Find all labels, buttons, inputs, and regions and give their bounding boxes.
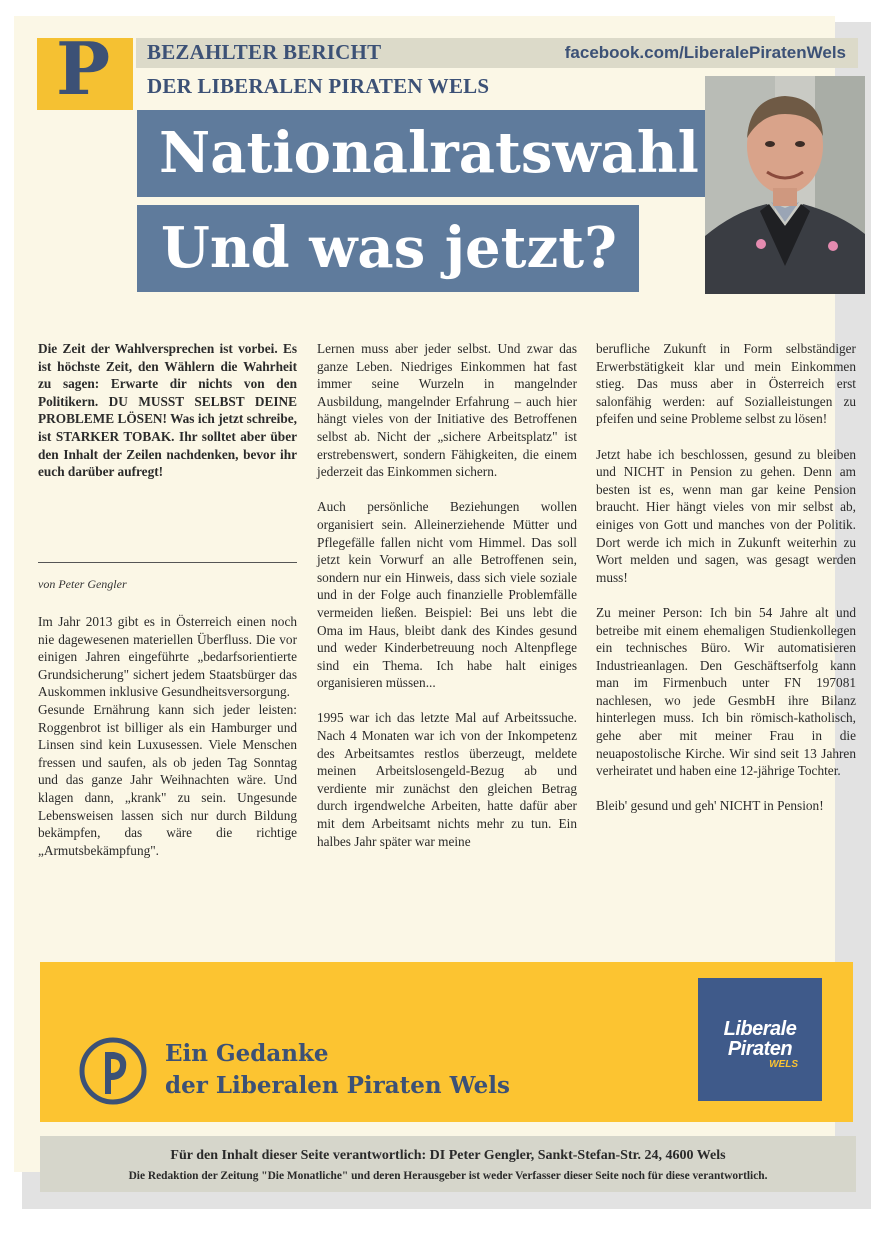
slogan-line1: Ein Gedanke xyxy=(165,1040,329,1067)
header-title-line2: DER LIBERALEN PIRATEN WELS xyxy=(147,74,490,98)
article-column-3 xyxy=(596,340,856,815)
logo-text-liberale: Liberale xyxy=(723,1018,797,1040)
intro-lead-text: Die Zeit der Wahlversprechen ist vorbei. Es ist höchste Zeit, den Wählern die Wahrheit zu sagen: Erwarte dir nichts von den Politikern. DU MUSST SELBST DEINE PROBLEME LÖSEN! Was ich jetzt schreibe, ist STARKER TOBAK. Ihr solltet aber über den Inhalt der Zeilen nachdenken, bevor ihr euch darüber aufregt! xyxy=(38,341,297,480)
imprint-footer xyxy=(40,1136,856,1192)
author-photo xyxy=(705,76,865,294)
liberale-piraten-logo xyxy=(698,978,822,1101)
article-column-1 xyxy=(38,340,297,481)
pirate-p-logo: P xyxy=(56,26,111,111)
pirate-sail-icon xyxy=(78,1036,148,1106)
paragraph: 1995 war ich das letzte Mal auf Arbeitssuche. Nach 4 Monaten war ich von der Inkompetenz des Arbeitsamtes restlos überzeugt, meldete meinen Arbeitslosengeld-Bezug ab und verdiente mir zunächst den gleichen Betrag durch irgendwelche Arbeiten, hatte dafür aber mit dem Arbeitsamt nichts mehr zu tun. Ein halbes Jahr später war meine xyxy=(317,710,577,849)
facebook-link[interactable]: facebook.com/LiberalePiratenWels xyxy=(564,43,846,62)
disclaimer-line: Die Redaktion der Zeitung "Die Monatliche" und deren Herausgeber ist weder Verfasser dieser Seite noch für diese verantwortlich. xyxy=(128,1170,768,1182)
paragraph: Jetzt habe ich beschlossen, gesund zu bleiben und NICHT in Pension zu gehen. Denn am besten ist es, wenn man gar keine Pension braucht. Hier hängt vieles von mir selbst ab, einiges von Gott und manches von der Politik. Dort werde ich mich in Zukunft weiterhin zu Wort melden und sagen, was gesagt werden muss! xyxy=(596,446,856,585)
headline-line1: Nationalratswahl xyxy=(137,110,723,197)
imprint-line: Für den Inhalt dieser Seite verantwortlich: DI Peter Gengler, Sankt-Stefan-Str. 24, 4600 Wels xyxy=(170,1148,726,1163)
paragraph: berufliche Zukunft in Form selbständiger Erwerbstätigkeit klar und mein Einkommen stieg. Das muss aber in Österreich erst salonfähig werden: auf Sozialleistungen zu pfeifen und seine Probleme selbst zu lösen! xyxy=(596,341,856,427)
paragraph: Gesunde Ernährung kann sich jeder leisten: Roggenbrot ist billiger als ein Hamburger und Linsen sind kein Luxusessen. Viele Menschen fressen und saufen, als ob jeden Tag Sonntag und das ganze Jahr Weihnachten wäre. Und klagen dann, „krank" zu sein. Ungesunde Lebensweisen lassen sich nur durch Bildung bekämpfen, das wäre die richtige „Armutsbekämpfung". xyxy=(38,701,297,858)
slogan-line2: der Liberalen Piraten Wels xyxy=(165,1072,510,1099)
paragraph: Zu meiner Person: Ich bin 54 Jahre alt und betreibe mit einem ehemaligen Studienkollegen ein technisches Büro. Wir automatisieren Industrieanlagen. Den Geschäftserfolg kann man im Firmenbuch unter FN 197081 nachlesen, wo jede GesmbH ihre Bilanz hinterlegen muss. Ich bin römisch-katholisch, gehe aber mit meiner Frau in die neuapostolische Kirche. Wir sind seit 13 Jahren verheiratet und haben eine 12-jährige Tochter. xyxy=(596,604,856,779)
logo-text-wels: WELS xyxy=(769,1059,798,1070)
paragraph: Bleib' gesund und geh' NICHT in Pension! xyxy=(596,798,824,814)
paragraph: Im Jahr 2013 gibt es in Österreich einen noch nie dagewesenen materiellen Überfluss. Die vor einigen Jahren eingeführte „bedarfsorientierte Grundsicherung" sichert jedem Staatsbürger das Auskommen inklusive Gesundheitsversorgung. xyxy=(38,614,297,700)
headline-line2: Und was jetzt? xyxy=(137,205,639,292)
article-column-2 xyxy=(317,340,577,850)
column-divider xyxy=(38,562,297,563)
author-byline: von Peter Gengler xyxy=(38,577,127,591)
article-column-1-body xyxy=(38,613,297,859)
paragraph: Auch persönliche Beziehungen wollen organisiert sein. Alleinerziehende Mütter und Pflegefälle fallen nicht vom Himmel. Das soll jetzt kein Vorwurf an alle Betroffenen sein, sondern nur ein Hinweis, dass sich viele soziale und in der Folge auch finanzielle Problemfälle vermeiden ließen. Beispiel: Bei uns lebt die Oma im Haus, bleibt dank des Kindes gesund und weder Kinderbetreuung noch Altenpflege sind ein Thema. Ich habe halt einiges organisieren müssen... xyxy=(317,499,577,691)
header-title-line1: BEZAHLTER BERICHT xyxy=(147,40,382,64)
author-portrait-illustration xyxy=(705,76,865,294)
paragraph: Lernen muss aber jeder selbst. Und zwar das ganze Leben. Niedriges Einkommen hat fast immer seine Wurzeln in mangelnder Ausbildung, mangelnder Erfahrung – auch hier hängt vieles von der Initiative des Betroffenen selbst ab. Nicht der „sichere Arbeitsplatz" ist erstrebenswert, sondern Fähigkeiten, die einem jederzeit das Einkommen sichern. xyxy=(317,341,577,480)
logo-text-piraten: Piraten xyxy=(727,1038,793,1060)
